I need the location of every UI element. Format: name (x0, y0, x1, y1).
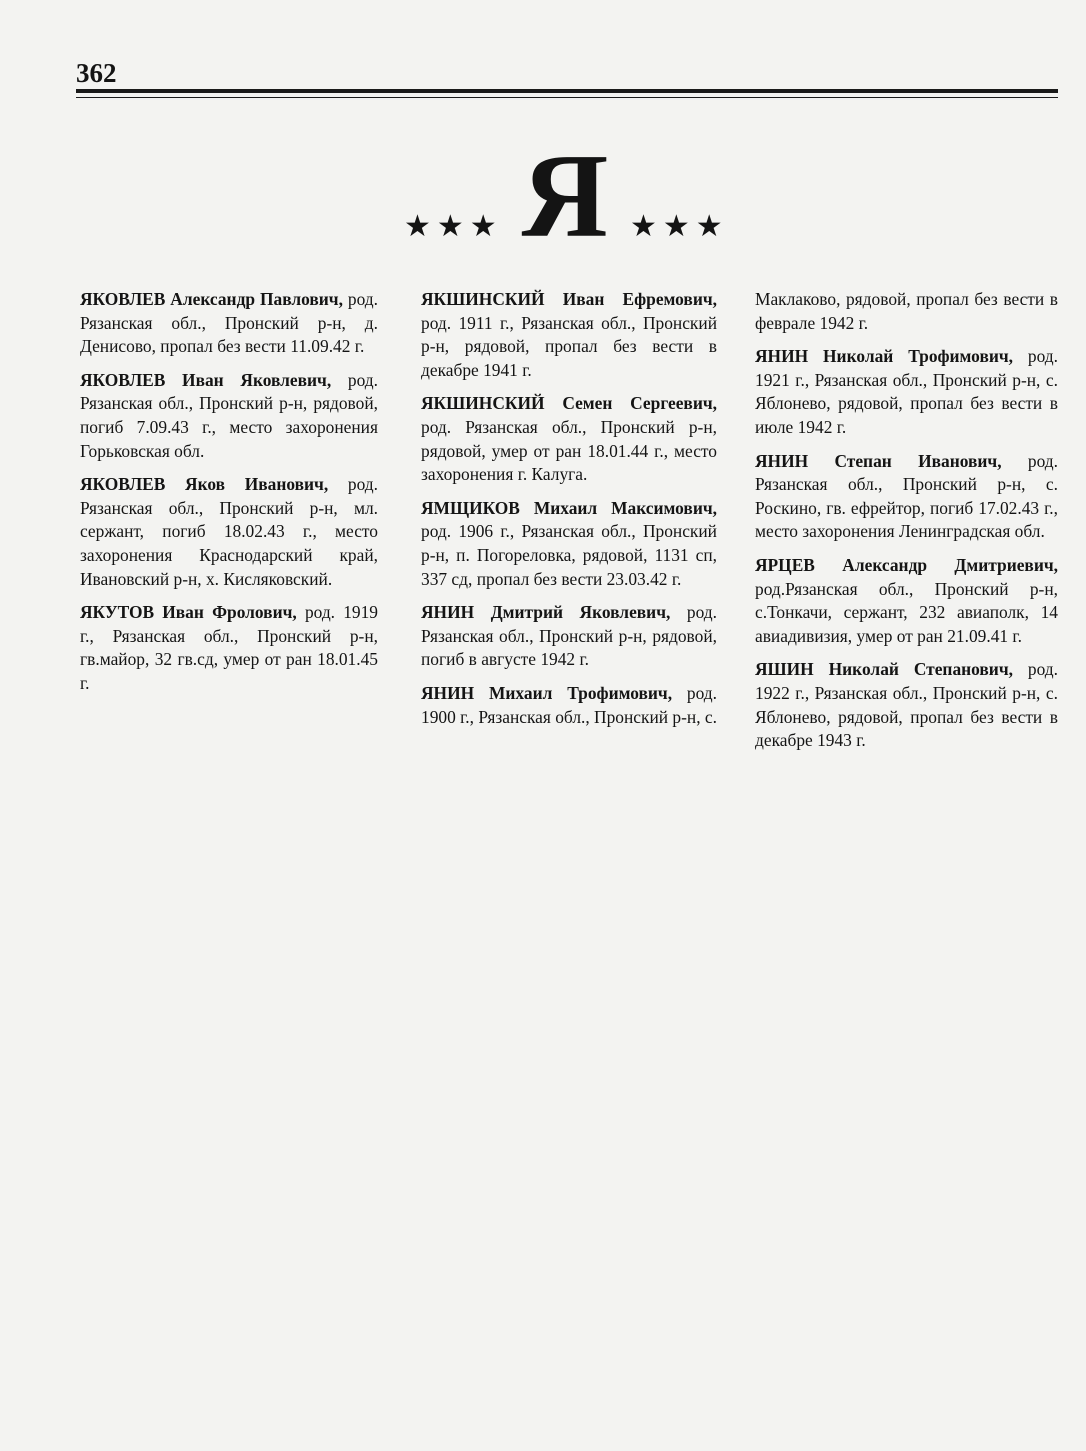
section-letter: Я (521, 129, 609, 262)
entry (755, 345, 1058, 439)
entry-name: ЯШИН Николай Степанович, (755, 659, 1013, 680)
entry (80, 601, 378, 695)
entry-name: ЯНИН Николай Трофимович, (755, 346, 1014, 367)
entry-text: род. 1921 г., Рязанская обл., Пронский р-н, с. Яблонево, рядовой, пропал без вести в июле 1942 г. (755, 346, 1058, 437)
entry-text: род. Рязанская обл., Пронский р-н, мл. сержант, погиб 18.02.43 г., место захоронения Краснодарский край, Ивановский р-н, х. Кисляковский. (80, 474, 378, 589)
entry-continuation: Маклаково, рядовой, пропал без вести в феврале 1942 г. (755, 289, 1058, 333)
entry-name: ЯРЦЕВ Александр Дмитриевич, (755, 554, 1058, 575)
entry-name: ЯКУТОВ Иван Фролович, (80, 602, 297, 623)
entry-name: ЯНИН Михаил Трофимович, (421, 682, 673, 703)
stars-decoration-right: ★★★ (630, 210, 729, 243)
entry-text: род. 1906 г., Рязанская обл., Пронский р-н, п. Погореловка, рядовой, 1131 сп, 337 сд, пропал без вести 23.03.42 г. (421, 521, 717, 589)
entry-name: ЯКОВЛЕВ Яков Иванович, (80, 474, 329, 495)
entry (80, 473, 378, 591)
entry-text: род. 1919 г., Рязанская обл., Пронский р-н, гв.майор, 32 гв.сд, умер от ран 18.01.45 г. (80, 602, 378, 693)
entry (421, 392, 717, 486)
entry-name: ЯНИН Дмитрий Яковлевич, (421, 602, 671, 623)
entry (421, 497, 717, 591)
stars-decoration-left: ★★★ (404, 210, 503, 243)
entry-name: ЯКОВЛЕВ Иван Яковлевич, (80, 369, 332, 390)
entry-text: род. 1911 г., Рязанская обл., Пронский р-н, рядовой, пропал без вести в декабре 1941 г. (421, 312, 717, 380)
entry-name: ЯКОВЛЕВ Александр Павлович, (80, 289, 343, 309)
page-number: 362 (76, 58, 117, 88)
column-1 (80, 288, 378, 706)
entry-name: ЯМЩИКОВ Михаил Максимович, (421, 497, 717, 518)
entry-name: ЯКШИНСКИЙ Иван Ефремович, (421, 289, 717, 309)
entry-name: ЯНИН Степан Иванович, (755, 450, 1002, 471)
entry (421, 601, 717, 672)
entry-text: род. 1922 г., Рязанская обл., Пронский р-н, с. Яблонево, рядовой, пропал без вести в декабре 1943 г. (755, 659, 1058, 751)
letter-heading (400, 129, 730, 262)
entry-text: род. Рязанская обл., Пронский р-н, д. Денисово, пропал без вести 11.09.42 г. (80, 289, 379, 357)
entry-text: род.Рязанская обл., Пронский р-н, с.Тонкачи, сержант, 232 авиаполк, 14 авиадивизия, умер от ран 21.09.41 г. (755, 578, 1058, 646)
entry (80, 369, 378, 463)
header-rule (76, 89, 1058, 93)
column-2 (421, 288, 717, 739)
entry (755, 450, 1058, 544)
entry-text: род. Рязанская обл., Пронский р-н, рядовой, погиб 7.09.43 г., место захоронения Горьковская обл. (80, 369, 378, 461)
header-rule-thin (76, 97, 1058, 98)
entry-text: род. Рязанская обл., Пронский р-н, с. Роскино, гв. ефрейтор, погиб 17.02.43 г., место захоронения Ленинградская обл. (755, 450, 1059, 542)
entry (755, 554, 1058, 648)
entry-name: ЯКШИНСКИЙ Семен Сергеевич, (421, 393, 717, 414)
entry (80, 288, 378, 359)
column-3 (755, 288, 1058, 763)
entry (421, 682, 717, 729)
entry (755, 658, 1058, 752)
entry (421, 288, 717, 382)
entry-text: род. 1900 г., Рязанская обл., Пронский р-н, с. (421, 682, 717, 727)
entry-text: род. Рязанская обл., Пронский р-н, рядовой, умер от ран 18.01.44 г., место захоронения г. Калуга. (421, 416, 717, 485)
entry-text: род. Рязанская обл., Пронский р-н, рядовой, погиб в августе 1942 г. (421, 602, 717, 670)
